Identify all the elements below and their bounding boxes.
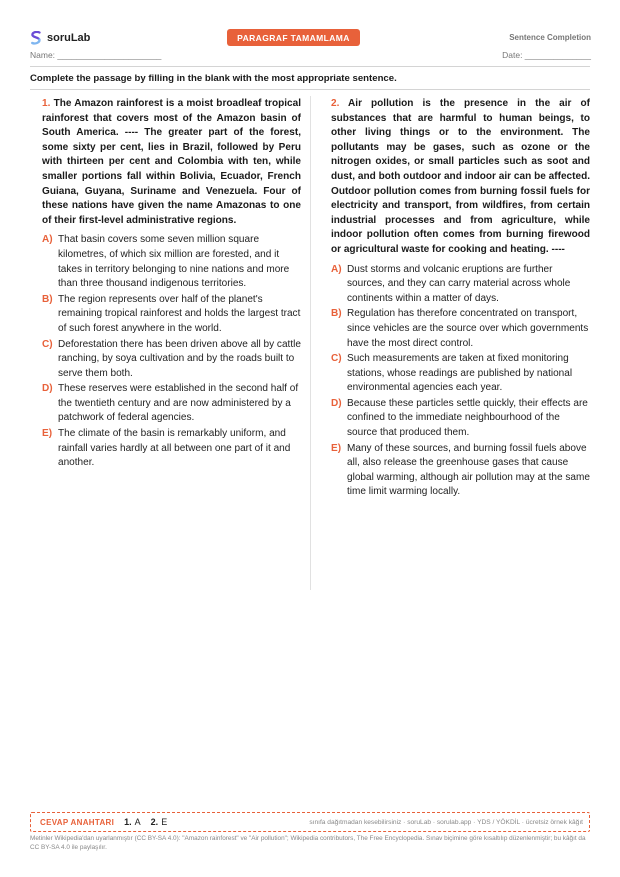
worksheet-type-badge: PARAGRAF TAMAMLAMA (227, 29, 360, 46)
brand-name: soruLab (47, 32, 91, 44)
option-letter: E) (331, 442, 342, 454)
option-letter: E) (42, 428, 53, 440)
option-c[interactable] (331, 352, 590, 396)
option-b[interactable] (331, 307, 590, 351)
option-letter: D) (331, 397, 342, 409)
answer-letter: A (134, 817, 141, 827)
option-letter: B) (42, 293, 53, 305)
option-c[interactable] (42, 338, 301, 382)
header-divider (30, 66, 590, 67)
name-field[interactable]: Name: ______________________ (30, 50, 162, 60)
column-divider (310, 96, 311, 590)
question-number: 1. (42, 98, 51, 109)
answer-number: 2. (150, 817, 159, 827)
sorulab-logo-icon (30, 31, 42, 45)
instruction-text: Complete the passage by filling in the blank with the most appropriate sentence. (30, 73, 397, 84)
option-letter: B) (331, 308, 342, 320)
question-passage (42, 97, 301, 228)
option-text: Dust storms and volcanic eruptions are further sources, and they can carry material across whole continents within a matter of days. (347, 263, 571, 304)
answer-key-box (30, 812, 590, 832)
option-text: The region represents over half of the planet's remaining tropical rainforest and holds the largest tract of such forest anywhere in the world. (58, 293, 301, 334)
source-credits: Metinler Wikipedia'dan uyarlanmıştır (CC BY-SA 4.0): "Amazon rainforest" ve "Air pollution"; Wikipedia contributors, The Free Encyclopedia. Sınav biçimine göre kısaltılıp düzenlenmiştir; bu kâğıt da CC BY-SA 4.0 ile paylaşılır. (30, 835, 586, 851)
option-text: That basin covers some seven million square kilometres, of which six million are forested, and it takes in territory belonging to nine nations and more than three thousand indigenous territories. (58, 234, 290, 290)
option-letter: A) (331, 263, 342, 275)
question-passage (331, 97, 590, 258)
answer-letter: E (161, 817, 168, 827)
section-label: Sentence Completion (509, 33, 591, 42)
option-letter: C) (331, 353, 342, 365)
date-field[interactable]: Date: ______________ (502, 50, 591, 60)
option-text: Many of these sources, and burning fossil fuels above all, also release the greenhouse gases that cause global warming, although air pollution may at the same time limit warming locally. (347, 442, 590, 498)
option-a[interactable] (42, 233, 301, 291)
option-b[interactable] (42, 293, 301, 337)
cut-note: sınıfa dağıtmadan kesebilirsiniz · soruLab · sorulab.app · YDS / YÖKDİL · ücretsiz örnek kâğıt (309, 818, 583, 826)
option-text: Such measurements are taken at fixed monitoring stations, whose readings are published by national environmental agencies each year. (347, 353, 573, 394)
answer-key-item (151, 817, 168, 827)
question-number: 2. (331, 98, 340, 109)
answer-key-item (124, 817, 141, 827)
brand-logo (30, 31, 90, 45)
question-1 (42, 97, 301, 472)
answer-key-title: CEVAP ANAHTARI (40, 817, 115, 827)
option-text: The climate of the basin is remarkably uniform, and rainfall varies hardly at all between one part of it and another. (58, 428, 291, 469)
option-d[interactable] (331, 397, 590, 441)
passage-text: Air pollution is the presence in the air of substances that are harmful to human beings, to other living things or to the environment. The pollutants may be gases, such as ozone or the nitrogen oxides, or small particles such as soot and dust, and both outdoor and indoor air can be affected. Outdoor pollution comes from burning fossil fuels for electricity and transport, from wildfires, from certain industrial processes and from agriculture, while indoor pollution often comes from burning firewood or agricultural waste for cooking and heating. ---- (331, 98, 590, 255)
option-letter: A) (42, 234, 53, 246)
answer-number: 1. (124, 817, 132, 827)
question-2 (331, 97, 590, 501)
passage-text: The Amazon rainforest is a moist broadleaf tropical rainforest that covers most of the Amazon basin of South America. ---- The greater part of the forest, some sixty per cent, lies in Brazil, followed by Peru with thirteen per cent and Colombia with ten, while smaller portions fall within Bolivia, Ecuador, French Guiana, Guyana, Suriname and Venezuela. Four of these nations have given the name Amazonas to one of their first-level administrative regions. (42, 98, 301, 226)
option-text: Because these particles settle quickly, their effects are confined to the immediate neighbourhood of the source that produced them. (347, 397, 588, 439)
option-a[interactable] (331, 263, 590, 307)
option-e[interactable] (331, 442, 590, 500)
option-letter: C) (42, 338, 53, 350)
option-d[interactable] (42, 382, 301, 426)
instruction-divider (30, 89, 590, 90)
option-text: Deforestation there has been driven above all by cattle ranching, by soya cultivation and by the roads built to serve them both. (58, 338, 301, 379)
option-letter: D) (42, 383, 53, 395)
option-e[interactable] (42, 427, 301, 471)
option-text: Regulation has therefore concentrated on transport, since vehicles are the source over which governments have the most direct control. (347, 308, 589, 349)
option-text: These reserves were established in the second half of the twentieth century and are now administered by a patchwork of federal agencies. (58, 383, 299, 424)
